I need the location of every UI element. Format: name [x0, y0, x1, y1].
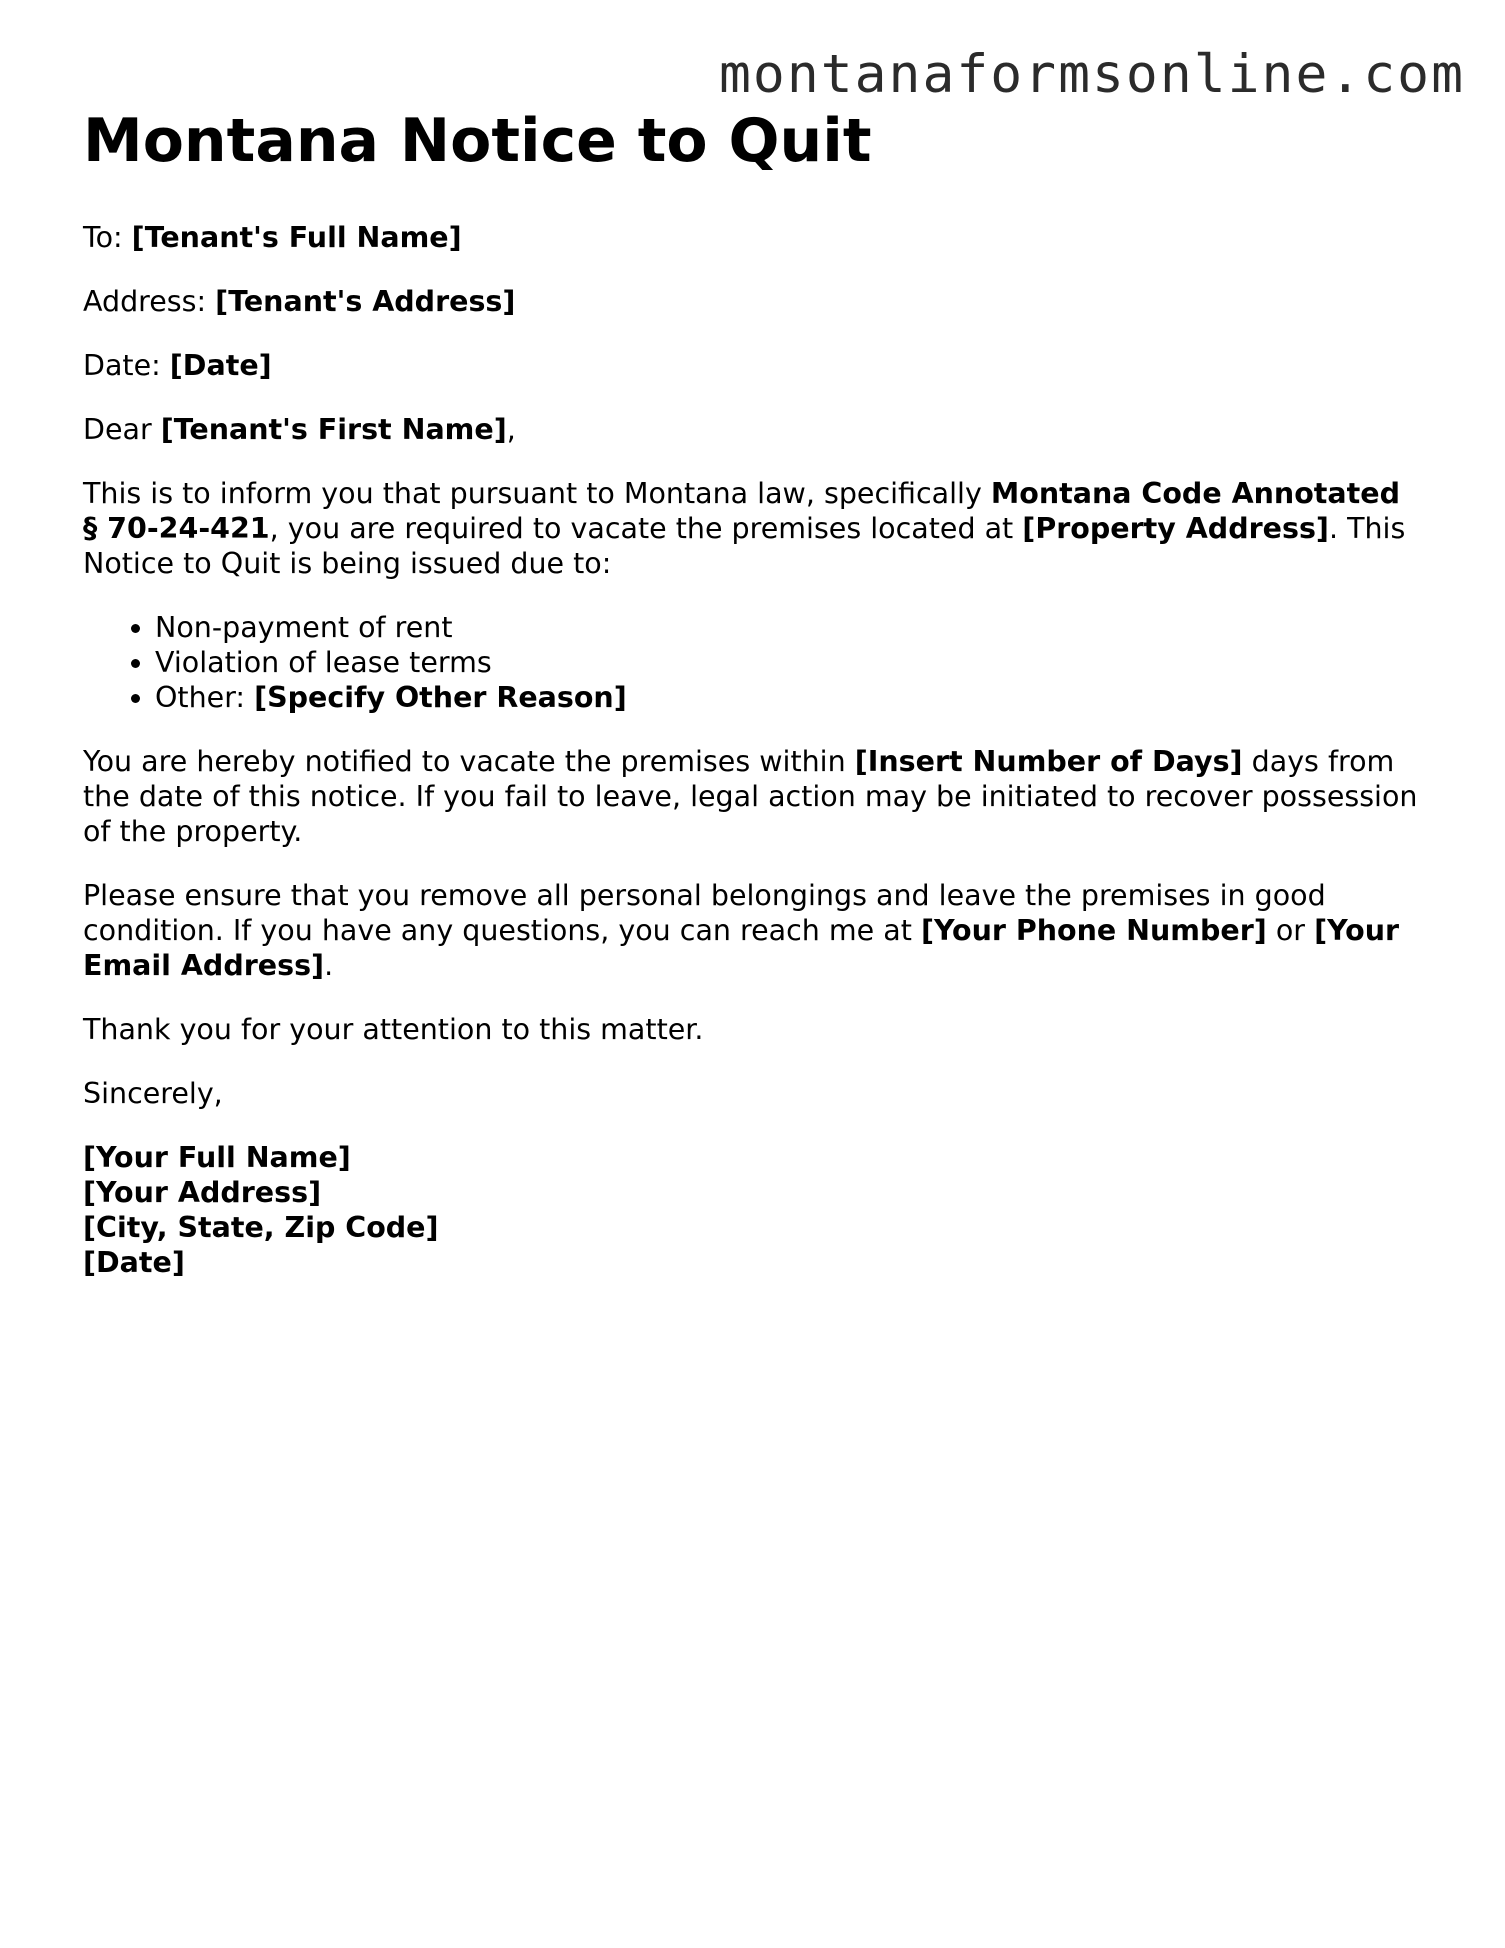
intro-text-3: . This Notice to Quit is being issued due to: — [83, 512, 1406, 580]
date-line — [83, 348, 1423, 383]
contact-text-2: or — [1266, 914, 1315, 947]
contact-text-1: Please ensure that you remove all personal belongings and leave the premises in good condition. If you have any questions, you can reach me at — [83, 879, 1326, 947]
signature-name: [Your Full Name] — [83, 1141, 351, 1174]
property-address: [Property Address] — [1022, 512, 1329, 545]
reason-other-value: [Specify Other Reason] — [254, 681, 627, 714]
contact-phone: [Your Phone Number] — [920, 914, 1267, 947]
salutation-name: [Tenant's First Name] — [160, 413, 507, 446]
signature-city: [City, State, Zip Code] — [83, 1211, 439, 1244]
thanks-line: Thank you for your attention to this matter. — [83, 1013, 704, 1046]
date-label: Date: — [83, 349, 170, 382]
closing-line: Sincerely, — [83, 1077, 223, 1110]
document-body — [83, 104, 1423, 1309]
signature-block — [83, 1140, 1423, 1280]
recipient-line — [83, 220, 1423, 255]
contact-paragraph — [83, 878, 1423, 983]
reason-item — [155, 680, 1423, 715]
date-value: [Date] — [169, 349, 272, 382]
intro-paragraph — [83, 476, 1423, 581]
salutation — [83, 412, 1423, 447]
intro-text-1: This is to inform you that pursuant to Montana law, specifically — [83, 477, 991, 510]
salutation-prefix: Dear — [83, 413, 161, 446]
vacate-text-2: days from the date of this notice. If you fail to leave, legal action may be initiated to recover possession of the property. — [83, 745, 1418, 848]
reason-item: • Non-payment of rent — [155, 610, 1423, 645]
contact-text-3: . — [324, 949, 334, 982]
reason-item: • Violation of lease terms — [155, 645, 1423, 680]
salutation-suffix: , — [506, 413, 516, 446]
vacate-paragraph — [83, 744, 1423, 849]
reasons-list — [83, 610, 1423, 715]
address-value: [Tenant's Address] — [215, 285, 516, 318]
signature-date: [Date] — [83, 1246, 185, 1279]
statute-reference: Montana Code Annotated § 70-24-421 — [83, 477, 1401, 545]
recipient-name: [Tenant's Full Name] — [131, 221, 462, 254]
reason-other-label: Other: — [155, 681, 255, 714]
contact-email: [Your Email Address] — [83, 914, 1400, 982]
watermark: montanaformsonline.com — [719, 44, 1465, 105]
intro-text-2: , you are required to vacate the premises located at — [269, 512, 1023, 545]
address-label: Address: — [83, 285, 216, 318]
vacate-days: [Insert Number of Days] — [854, 745, 1243, 778]
document-title: Montana Notice to Quit — [83, 106, 872, 176]
recipient-label: To: — [83, 221, 132, 254]
vacate-text-1: You are hereby notified to vacate the premises within — [83, 745, 855, 778]
signature-address: [Your Address] — [83, 1176, 322, 1209]
address-line — [83, 284, 1423, 319]
